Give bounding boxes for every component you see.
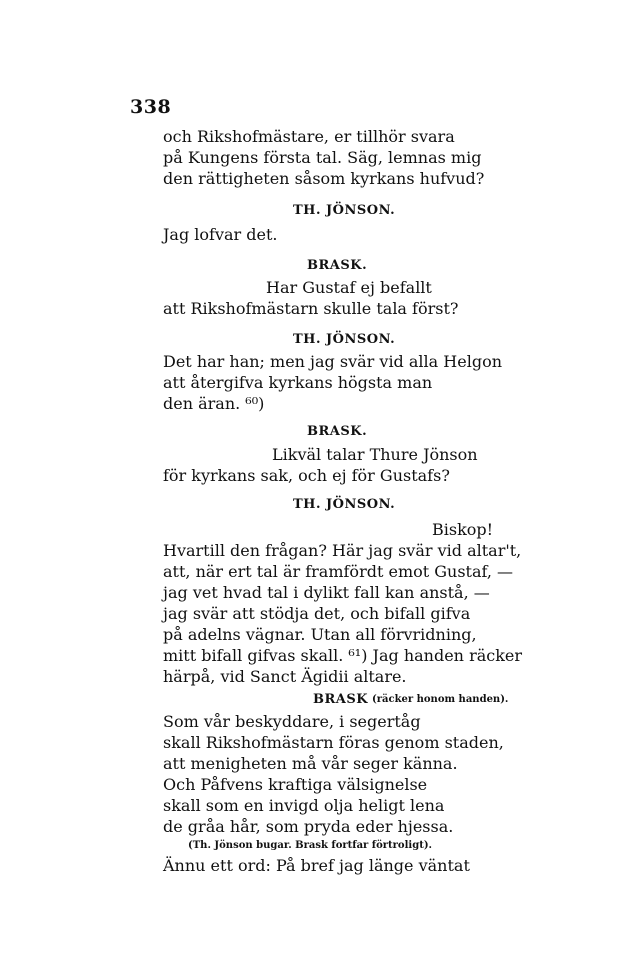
- verse-line: skall som en invigd olja heligt lena: [163, 796, 445, 815]
- verse-line: att, när ert tal är framfördt emot Gustaf, —: [163, 562, 514, 581]
- speaker-th-jonson: TH. JÖNSON.: [293, 497, 396, 512]
- verse-line: Som vår beskyddare, i segertåg: [163, 712, 421, 731]
- verse-line: den rättigheten såsom kyrkans hufvud?: [163, 169, 485, 188]
- verse-line: jag svär att stödja det, och bifall gifva: [163, 604, 471, 623]
- verse-line: mitt bifall gifvas skall. ⁶¹) Jag handen räcker: [163, 646, 523, 665]
- speaker-brask: BRASK.: [307, 424, 368, 439]
- speaker-brask: BRASK.: [307, 258, 368, 273]
- stage-direction: (räcker honom handen).: [372, 694, 509, 705]
- verse-line: de gråa hår, som pryda eder hjessa.: [163, 817, 454, 836]
- verse-line: Det har han; men jag svär vid alla Helgon: [163, 352, 502, 371]
- verse-line: den äran. ⁶⁰): [163, 394, 265, 413]
- page-number: 338: [130, 96, 172, 118]
- verse-line: Hvartill den frågan? Här jag svär vid altar't,: [163, 541, 522, 560]
- verse-line: att Rikshofmästarn skulle tala först?: [163, 299, 459, 318]
- speaker-brask: BRASK: [313, 692, 369, 707]
- verse-line: Likväl talar Thure Jönson: [272, 445, 478, 464]
- verse-line: på Kungens första tal. Säg, lemnas mig: [163, 148, 482, 167]
- verse-line: Jag lofvar det.: [163, 225, 278, 244]
- stage-direction: (Th. Jönson bugar. Brask fortfar förtroligt).: [188, 840, 433, 851]
- verse-line: för kyrkans sak, och ej för Gustafs?: [163, 466, 450, 485]
- verse-line: skall Rikshofmästarn föras genom staden,: [163, 733, 504, 752]
- verse-line: härpå, vid Sanct Ägidii altare.: [163, 667, 407, 686]
- speaker-th-jonson: TH. JÖNSON.: [293, 332, 396, 347]
- verse-line: Och Påfvens kraftiga välsignelse: [163, 775, 428, 794]
- verse-line: att återgifva kyrkans högsta man: [163, 373, 433, 392]
- verse-line: jag vet hvad tal i dylikt fall kan anstå, —: [163, 583, 490, 602]
- verse-line: att menigheten må vår seger känna.: [163, 754, 458, 773]
- speaker-th-jonson: TH. JÖNSON.: [293, 203, 396, 218]
- verse-line: Har Gustaf ej befallt: [266, 278, 432, 297]
- verse-line: Biskop!: [432, 520, 494, 539]
- verse-line: Ännu ett ord: På bref jag länge väntat: [163, 856, 470, 875]
- verse-line: och Rikshofmästare, er tillhör svara: [163, 127, 455, 146]
- verse-line: på adelns vägnar. Utan all förvridning,: [163, 625, 477, 644]
